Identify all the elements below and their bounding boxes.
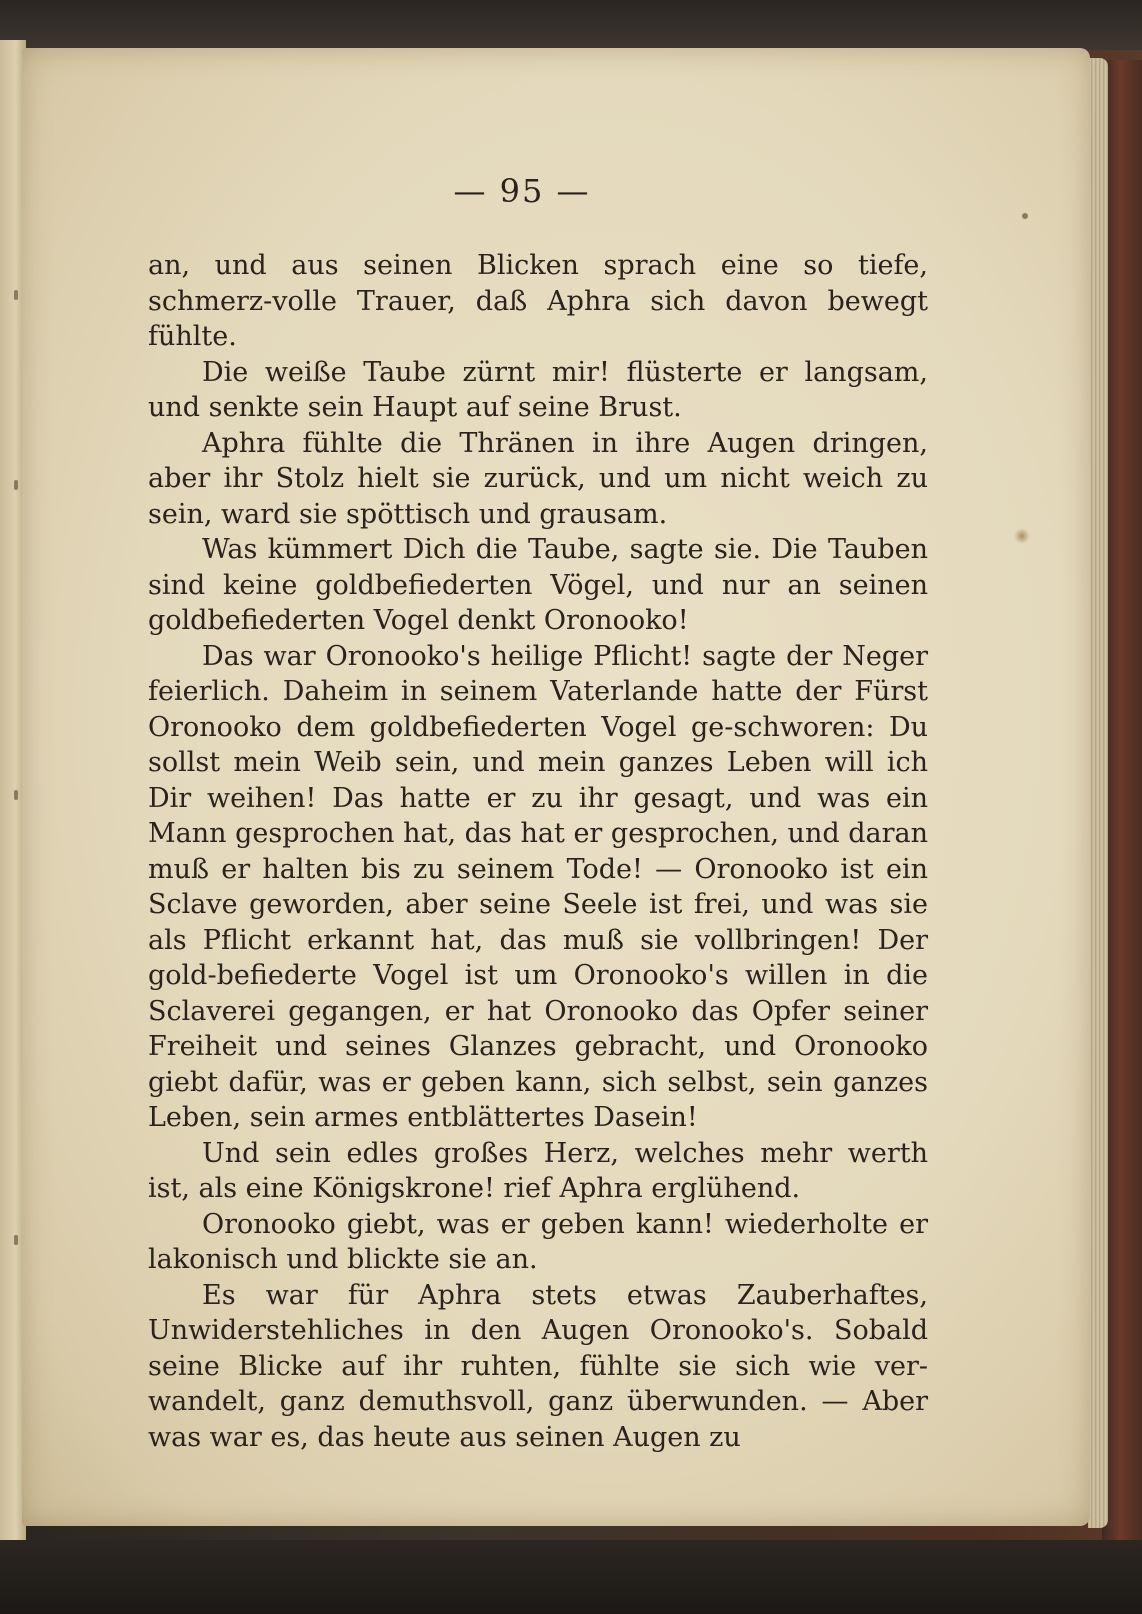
paragraph: Das war Oronooko's heilige Pflicht! sagte der Neger feierlich. Daheim in seinem Vaterlande hatte der Fürst Oronooko dem goldbefiederten Vogel ge-schworen: Du sollst mein Weib sein, und mein ganzes Leben will ich Dir weihen! Das hatte er zu ihr gesagt, und was ein Mann gesprochen hat, das hat er gesprochen, und daran muß er halten bis zu seinem Tode! — Oronooko ist ein Sclave geworden, aber seine Seele ist frei, und was sie als Pflicht erkannt hat, das muß sie vollbringen! Der gold-befiederte Vogel ist um Oronooko's willen in die Sclaverei gegangen, er hat Oronooko das Opfer seiner Freiheit und seines Glanzes gebracht, und Oronooko giebt dafür, was er geben kann, sich selbst, sein ganzes Leben, sein armes entblättertes Dasein! xyxy=(148,640,928,1133)
paragraph: Und sein edles großes Herz, welches mehr werth ist, als eine Königskrone! rief Aphra erglühend. xyxy=(148,1137,928,1204)
paragraph: Oronooko giebt, was er geben kann! wiederholte er lakonisch und blickte sie an. xyxy=(148,1208,928,1275)
paragraph: Aphra fühlte die Thränen in ihre Augen dringen, aber ihr Stolz hielt sie zurück, und um nicht weich zu sein, ward sie spöttisch und grausam. xyxy=(148,427,928,530)
page-stack-edge xyxy=(1088,58,1108,1528)
leather-binding xyxy=(1102,60,1142,1540)
binding-mark xyxy=(14,1235,18,1245)
binding-mark xyxy=(14,790,18,800)
page-text xyxy=(148,248,928,1455)
binding-mark xyxy=(14,290,18,300)
paragraph: Was kümmert Dich die Taube, sagte sie. Die Tauben sind keine goldbefiederten Vögel, und nur an seinen goldbefiederten Vogel denkt Oronooko! xyxy=(148,534,928,636)
cover-top-edge xyxy=(0,0,1142,50)
page-number: — 95 — xyxy=(453,172,591,210)
paragraph: an, und aus seinen Blicken sprach eine so tiefe, schmerz-volle Trauer, daß Aphra sich davon bewegt fühlte. xyxy=(148,250,928,352)
paragraph: Es war für Aphra stets etwas Zauberhaftes, Unwiderstehliches in den Augen Oronooko's. Sobald seine Blicke auf ihr ruhten, fühlte sie sich wie ver-wandelt, ganz demuthsvoll, ganz überwunden. — Aber was war es, das heute aus seinen Augen zu xyxy=(148,1279,928,1453)
paper-stain xyxy=(1014,528,1030,544)
paragraph: Die weiße Taube zürnt mir! flüsterte er langsam, und senkte sein Haupt auf seine Brust. xyxy=(148,356,928,423)
book-page xyxy=(22,48,1090,1526)
margin-mark xyxy=(1022,213,1028,219)
cover-bottom-edge xyxy=(0,1540,1142,1614)
binding-mark xyxy=(14,480,18,490)
